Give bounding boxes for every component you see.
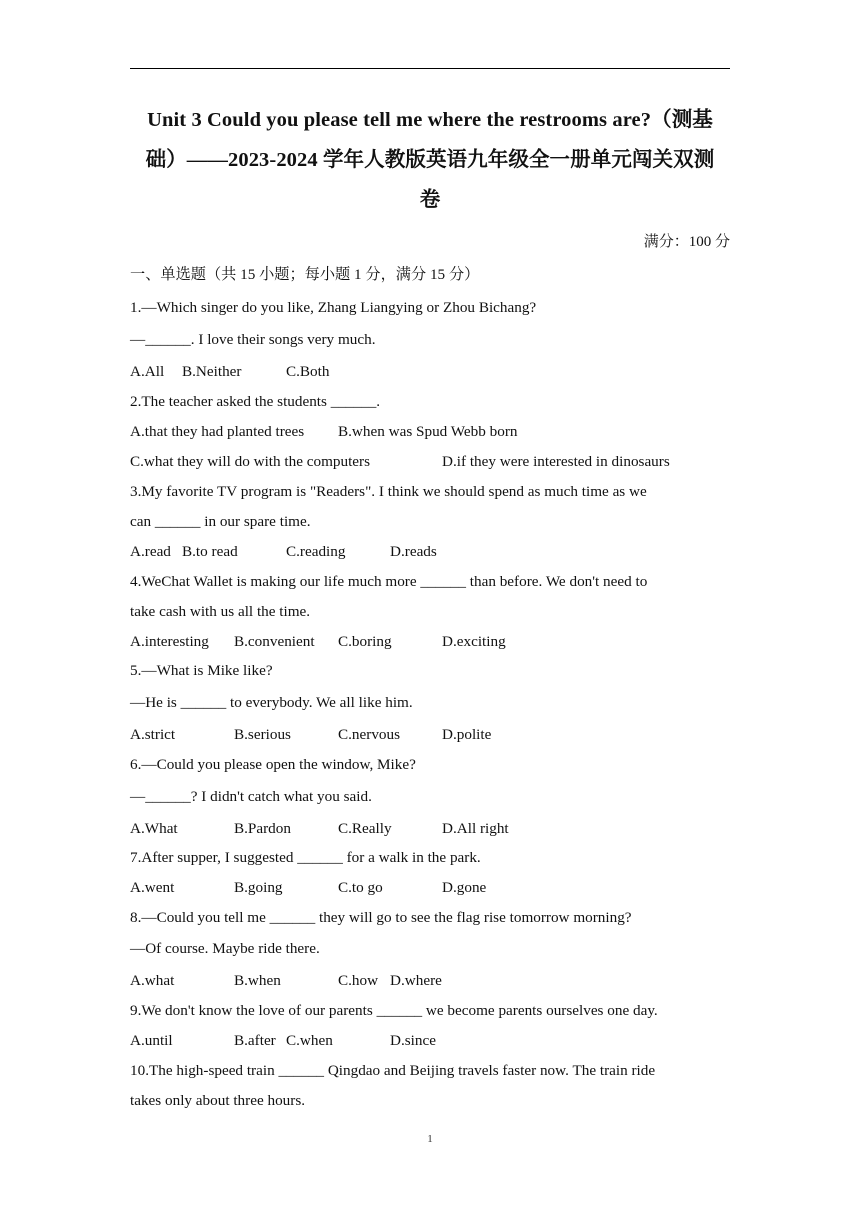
option: C.Really [338,820,392,837]
question-stem: 1.—Which singer do you like, Zhang Liangying or Zhou Bichang? [130,299,537,316]
option: D.exciting [442,633,506,650]
option: B.convenient [234,633,315,650]
question-stem: take cash with us all the time. [130,603,311,620]
title-line: Unit 3 Could you please tell me where the restrooms are?（测基 [147,109,713,131]
answer-options [130,971,442,991]
option: D.All right [442,820,509,837]
option: D.polite [442,726,492,743]
option: D.since [390,1032,436,1049]
answer-options [130,632,506,652]
answer-options [130,1031,436,1051]
option: A.All [130,363,165,380]
question-stem: —______? I didn't catch what you said. [130,788,372,805]
answer-options [130,878,486,898]
question-stem: 7.After supper, I suggested ______ for a walk in the park. [130,849,481,866]
option: B.Pardon [234,820,291,837]
title-line: 础）——2023-2024 学年人教版英语九年级全一册单元闯关双测 [145,149,715,171]
option: D.where [390,972,442,989]
option: A.until [130,1032,173,1049]
option: B.to read [182,543,238,560]
option: A.went [130,879,175,896]
option: B.after [234,1032,276,1049]
option: A.interesting [130,633,209,650]
option: D.gone [442,879,487,896]
answer-options [130,362,329,382]
option: B.when was Spud Webb born [338,423,518,440]
question-stem: —Of course. Maybe ride there. [130,940,320,957]
document-title [118,100,742,220]
option: C.Both [286,363,330,380]
question-stem: 6.—Could you please open the window, Mike? [130,756,416,773]
option: C.when [286,1032,333,1049]
question-stem: 3.My favorite TV program is "Readers". I think we should spend as much time as we [130,483,647,500]
question-stem: can ______ in our spare time. [130,513,311,530]
option: C.what they will do with the computers [130,453,371,470]
option: A.strict [130,726,176,743]
page-number: 1 [427,1133,433,1145]
option: A.that they had planted trees [130,423,305,440]
option: A.read [130,543,171,560]
question-stem: 10.The high-speed train ______ Qingdao and Beijing travels faster now. The train ride [130,1062,656,1079]
option: C.boring [338,633,392,650]
section-heading: 一、单选题（共 15 小题；每小题 1 分，满分 15 分） [130,266,480,283]
question-stem: 8.—Could you tell me ______ they will go to see the flag rise tomorrow morning? [130,909,632,926]
answer-options [130,422,517,442]
question-stem: 4.WeChat Wallet is making our life much more ______ than before. We don't need to [130,573,648,590]
option: C.nervous [338,726,401,743]
option: C.how [338,972,379,989]
answer-options [130,542,437,562]
answer-options [130,725,491,745]
option: B.serious [234,726,291,743]
option: C.reading [286,543,346,560]
option: D.if they were interested in dinosaurs [442,453,670,470]
option: A.What [130,820,178,837]
title-line: 卷 [419,189,441,211]
option: D.reads [390,543,437,560]
question-stem: takes only about three hours. [130,1092,306,1109]
question-stem: —He is ______ to everybody. We all like him. [130,694,413,711]
total-score: 满分：100 分 [643,234,730,250]
question-stem: 5.—What is Mike like? [130,662,273,679]
header-rule [130,68,730,69]
option: B.Neither [182,363,242,380]
question-stem: 2.The teacher asked the students ______. [130,393,381,410]
option: C.to go [338,879,383,896]
question-stem: 9.We don't know the love of our parents ______ we become parents ourselves one day. [130,1002,658,1019]
option: B.when [234,972,281,989]
option: B.going [234,879,283,896]
answer-options [130,452,670,472]
answer-options [130,819,509,839]
question-stem: —______. I love their songs very much. [130,331,376,348]
option: A.what [130,972,175,989]
